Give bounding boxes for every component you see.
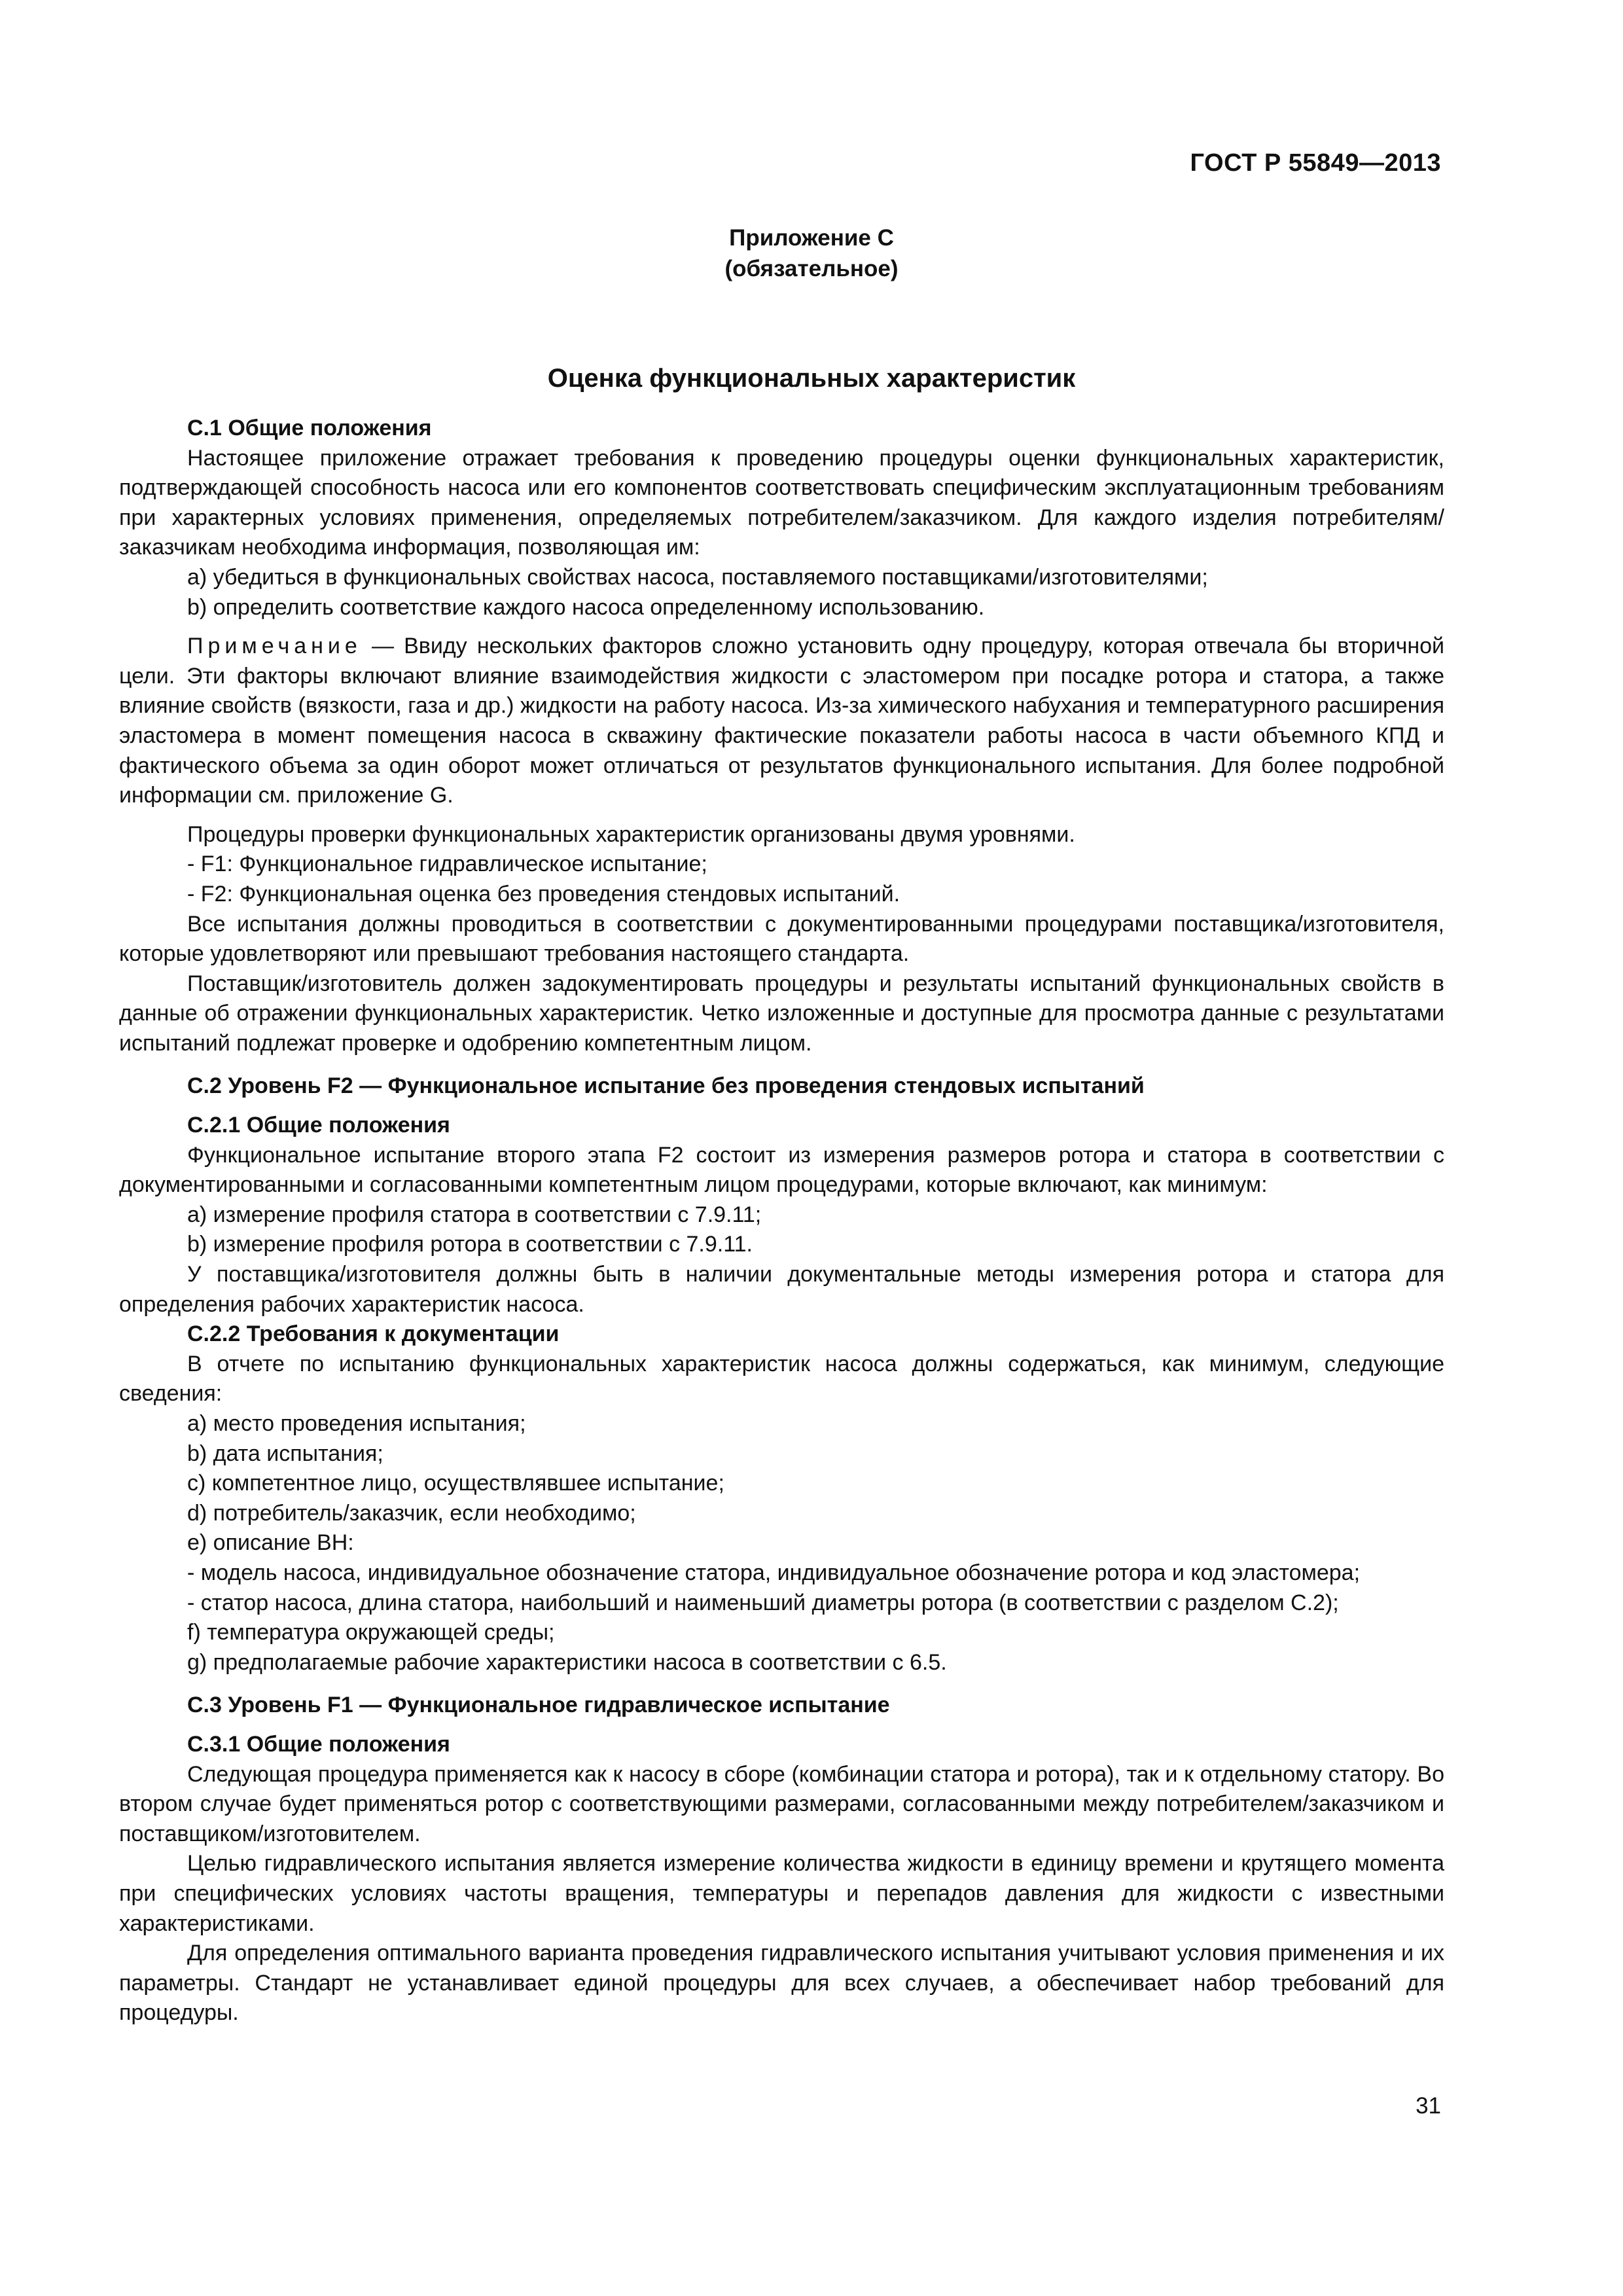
paragraph: Настоящее приложение отражает требования к проведению процедуры оценки функциональных характеристик, подтверждающей способность насоса или его компонентов соответствовать специфическим эксплуатационным требованиям при характерных условиях применения, определяемых потребителем/заказчиком. Для каждого изделия потребителям/заказчикам необходима информация, позволяющая им: xyxy=(119,445,1444,560)
annex-status: (обязательное) xyxy=(724,256,899,281)
annex-title: Приложение С xyxy=(729,225,894,251)
list-item: d) потребитель/заказчик, если необходимо; xyxy=(187,1500,636,1526)
spacer xyxy=(119,1058,1444,1071)
list-item: a) убедиться в функциональных свойствах насоса, поставляемого поставщиками/изготовителями; xyxy=(187,564,1208,590)
list-item: а) измерение профиля статора в соответствии с 7.9.11; xyxy=(187,1202,762,1227)
list-item: b) определить соответствие каждого насоса определенному использованию. xyxy=(187,594,985,620)
paragraph: Целью гидравлического испытания является измерение количества жидкости в единицу времени и крутящего момента при специфических условиях частоты вращения, температуры и перепадов давления для жидкости с известными характеристиками. xyxy=(119,1851,1444,1936)
heading-c3: С.3 Уровень F1 — Функциональное гидравлическое испытание xyxy=(187,1693,890,1718)
list-item: - статор насоса, длина статора, наибольший и наименьший диаметры ротора (в соответствии с разделом С.2); xyxy=(187,1590,1339,1615)
heading-c21: С.2.1 Общие положения xyxy=(187,1113,450,1138)
list-item: b) измерение профиля ротора в соответствии с 7.9.11. xyxy=(187,1232,753,1257)
list-item: c) компетентное лицо, осуществлявшее испытание; xyxy=(187,1471,724,1496)
paragraph: Для определения оптимального варианта проведения гидравлического испытания учитывают условия применения и их параметры. Стандарт не устанавливает единой процедуры для всех случаев, а обеспечивает набор требований для процедуры. xyxy=(119,1941,1444,2026)
heading-c2: С.2 Уровень F2 — Функциональное испытание без проведения стендовых испытаний xyxy=(187,1073,1145,1099)
spacer xyxy=(119,1677,1444,1691)
heading-c22: С.2.2 Требования к документации xyxy=(187,1321,560,1347)
paragraph: Функциональное испытание второго этапа F2 состоит из измерения размеров ротора и статора в соответствии с документированными и согласованными компетентным лицом процедурами, которые включают, как минимум: xyxy=(119,1142,1444,1198)
list-item: - F1: Функциональное гидравлическое испытание; xyxy=(187,852,707,877)
list-item: f) температура окружающей среды; xyxy=(187,1620,555,1645)
list-item: а) место проведения испытания; xyxy=(187,1411,526,1436)
note-label: Примечание xyxy=(187,634,362,659)
heading-c1: С.1 Общие положения xyxy=(187,416,432,440)
spacer xyxy=(119,1102,1444,1111)
spacer xyxy=(119,622,1444,632)
paragraph: Процедуры проверки функциональных характеристик организованы двумя уровнями. xyxy=(187,821,1075,847)
heading-c31: С.3.1 Общие положения xyxy=(187,1731,450,1757)
list-item: - модель насоса, индивидуальное обозначение статора, индивидуальное обозначение ротора и код эластомера; xyxy=(187,1560,1361,1585)
spacer xyxy=(119,1721,1444,1730)
paragraph: Следующая процедура применяется как к насосу в сборе (комбинации статора и ротора), так и к отдельному статору. Во втором случае будет применяться ротор с соответствующими размерами, согласованными между потребителем/заказчиком и поставщиком/изготовителем. xyxy=(119,1761,1444,1846)
list-item: е) описание ВН: xyxy=(187,1530,354,1556)
document-code: ГОСТ Р 55849—2013 xyxy=(1190,149,1441,177)
paragraph: В отчете по испытанию функциональных характеристик насоса должны содержаться, как минимум, следующие сведения: xyxy=(119,1351,1444,1407)
section-title: Оценка функциональных характеристик xyxy=(547,364,1076,393)
paragraph: У поставщика/изготовителя должны быть в наличии документальные методы измерения ротора и статора для определения рабочих характеристик насоса. xyxy=(119,1262,1444,1317)
paragraph: Поставщик/изготовитель должен задокументировать процедуры и результаты испытаний функциональных свойств в данные об отражении функциональных характеристик. Четко изложенные и доступные для просмотра данные с результатами испытаний подлежат проверке и одобрению компетентным лицом. xyxy=(119,971,1444,1056)
note-paragraph xyxy=(119,632,1444,811)
annex-heading xyxy=(0,223,1623,284)
list-item: g) предполагаемые рабочие характеристики насоса в соответствии с 6.5. xyxy=(187,1649,947,1675)
list-item: - F2: Функциональная оценка без проведения стендовых испытаний. xyxy=(187,881,901,906)
list-item: b) дата испытания; xyxy=(187,1441,383,1466)
paragraph: Все испытания должны проводиться в соответствии с документированными процедурами поставщика/изготовителя, которые удовлетворяют или превышают требования настоящего стандарта. xyxy=(119,911,1444,967)
page-number: 31 xyxy=(1416,2093,1441,2119)
document-body xyxy=(119,414,1444,2028)
spacer xyxy=(119,811,1444,820)
note-text: — Ввиду нескольких факторов сложно установить одну процедуру, которая отвечала бы вторичной цели. Эти факторы включают влияние взаимодействия жидкости с эластомером при посадке ротора и статора, а также влияние свойств (вязкости, газа и др.) жидкости на работу насоса. Из-за химического набухания и температурного расширения эластомера в момент помещения насоса в скважину фактические показатели работы насоса в части объемного КПД и фактического объема за один оборот может отличаться от результатов функционального испытания. Для более подробной информации см. приложение G. xyxy=(119,634,1444,808)
